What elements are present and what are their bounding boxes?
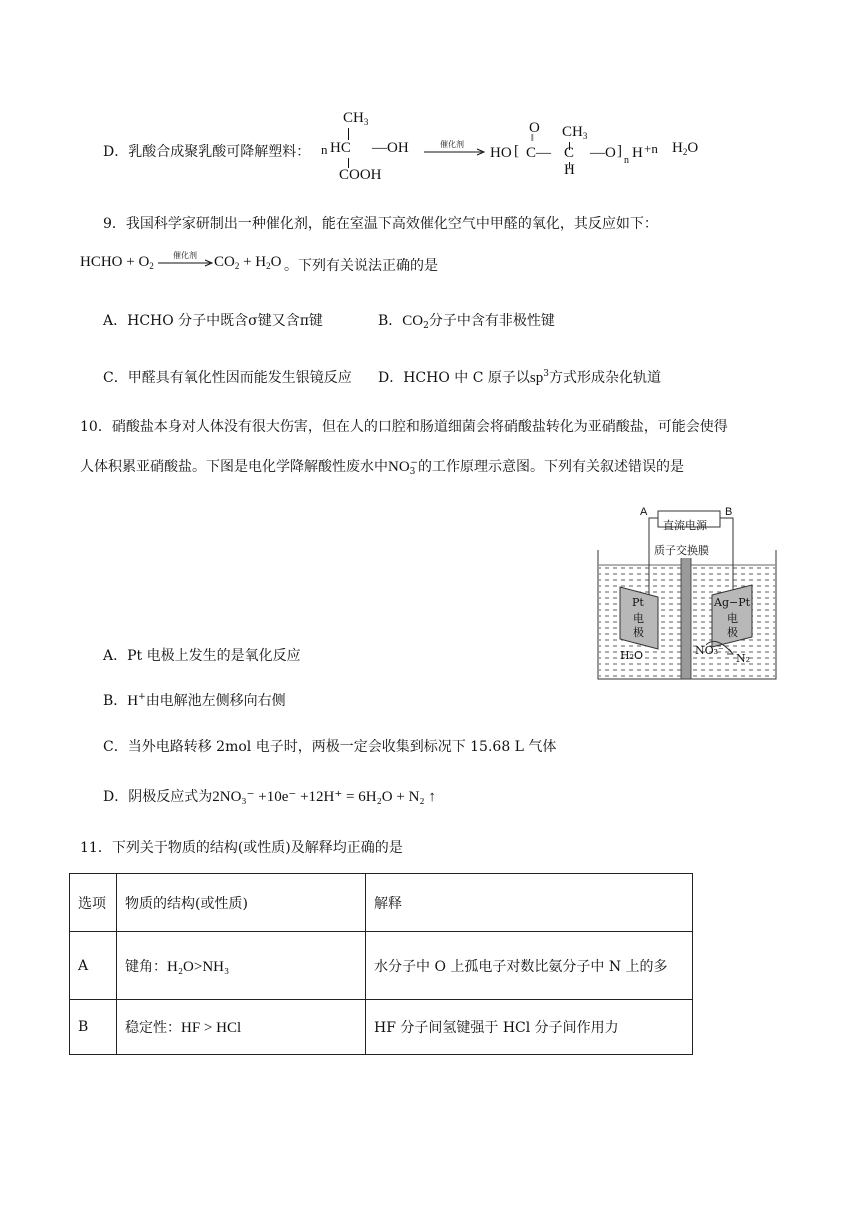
q9-option-a: A．HCHO 分子中既含σ键又含π键 xyxy=(103,313,323,329)
q8d-bracket-close: ] xyxy=(617,143,622,159)
table-header-property: 物质的结构(或性质) xyxy=(117,874,366,932)
right-species: NO₃⁻ xyxy=(695,644,724,657)
table-cell-property: 稳定性：HF > HCl xyxy=(117,1000,366,1055)
dc-power-label: 直流电源 xyxy=(663,519,707,532)
table-cell-explanation: HF 分子间氢键强于 HCl 分子间作用力 xyxy=(366,1000,693,1055)
q8d-double-bond: ‖ xyxy=(531,133,534,144)
table-header-option: 选项 xyxy=(70,874,117,932)
table-cell-option: A xyxy=(70,932,117,1000)
q8d-ho: HO xyxy=(490,145,512,161)
q8d-ch3: $CH_3$ xyxy=(343,110,369,127)
terminal-b: B xyxy=(725,506,733,518)
q8d-bracket-open: [ xyxy=(514,143,519,159)
q10-stem-line2: 人体积累亚硝酸盐。下图是电化学降解酸性废水中$NO_3^-$的工作原理示意图。下列有关叙述错误的是 xyxy=(80,458,684,477)
left-electrode-pt: Pt xyxy=(632,596,644,609)
q8d-coef-n: n xyxy=(321,142,328,157)
right-electrode-char1: 电 xyxy=(727,612,738,625)
q10-stem-line1: 10．硝酸盐本身对人体没有很大伤害，但在人的口腔和肠道细菌会将硝酸盐转化为亚硝酸盐，可能会使得 xyxy=(80,419,728,435)
q8d-h-below: H xyxy=(564,162,575,178)
left-species: H₂O xyxy=(620,649,644,662)
left-electrode-char2: 极 xyxy=(633,626,644,639)
q8d-bond-top xyxy=(348,128,349,140)
q9-option-c: C．甲醛具有氧化性因而能发生银镜反应 xyxy=(103,370,352,386)
q8d-ch3-right: $CH_3$ xyxy=(562,124,588,141)
q8d-prefix: D．乳酸合成聚乳酸可降解塑料： xyxy=(103,144,311,160)
q9-stem: 9．我国科学家研制出一种催化剂，能在室温下高效催化空气中甲醛的氧化，其反应如下： xyxy=(103,216,658,232)
q10-option-c: C．当外电路转移 2mol 电子时，两极一定会收集到标况下 15.68 L 气体 xyxy=(103,739,557,755)
q9-eq-left: HCHO + $O_2$ xyxy=(80,254,154,271)
q8d-c1: C— xyxy=(526,145,552,161)
table-cell-explanation: 水分子中 O 上孤电子对数比氨分子中 N 上的多 xyxy=(366,932,693,1000)
q8d-catalyst: 催化剂 xyxy=(440,140,464,149)
q9-eq-right: $CO_2 + H_2O$ xyxy=(214,254,282,271)
q8d-cooh: COOH xyxy=(339,167,382,183)
n2-product: N₂ xyxy=(736,652,751,665)
q8d-water: $H_2O$ xyxy=(672,140,699,157)
membrane-label: 质子交换膜 xyxy=(654,544,709,557)
q9-option-b: B．$CO_2$分子中含有非极性键 xyxy=(378,313,555,331)
left-electrode-char1: 电 xyxy=(633,612,644,625)
q10-option-b: B．H+由电解池左侧移向右侧 xyxy=(103,692,286,709)
table-header-row xyxy=(70,874,693,932)
q9-reaction-arrow xyxy=(158,259,214,267)
table-cell-option: B xyxy=(70,1000,117,1055)
q9-catalyst: 催化剂 xyxy=(173,251,197,260)
q10-option-a: A．Pt 电极上发生的是氧化反应 xyxy=(103,648,301,664)
right-electrode-char2: 极 xyxy=(727,626,738,639)
q8d-c2: C xyxy=(564,145,575,161)
table-header-explanation: 解释 xyxy=(366,874,693,932)
q9-option-d: D．HCHO 中 C 原子以$sp^3$方式形成杂化轨道 xyxy=(378,369,661,386)
q8d-o-end: —O xyxy=(590,145,616,161)
right-electrode-ag: Ag−Pt xyxy=(714,596,751,609)
q10-option-d: D．阴极反应式为2NO₃⁻ +10e⁻ +12H⁺ = 6H₂O + N₂ ↑ xyxy=(103,789,436,805)
q8d-h-end: H xyxy=(632,145,643,161)
q8d-plus-n: +n xyxy=(644,141,658,156)
q8d-oh: —OH xyxy=(372,140,409,156)
table-row xyxy=(70,932,693,1000)
q8d-n-sub: n xyxy=(624,155,629,166)
q9-eq-tail: 。下列有关说法正确的是 xyxy=(284,258,438,274)
table-cell-property: 键角：H₂O>NH₃ xyxy=(117,932,366,1000)
q11-stem: 11．下列关于物质的结构(或性质)及解释均正确的是 xyxy=(80,840,403,856)
q8d-hc: HC xyxy=(330,140,351,156)
q8d-o-top: O xyxy=(529,120,540,136)
q11-table xyxy=(69,873,693,1055)
electrolysis-diagram xyxy=(596,505,778,681)
q8d-reaction-arrow xyxy=(424,148,488,156)
table-row xyxy=(70,1000,693,1055)
terminal-a: A xyxy=(640,506,648,518)
